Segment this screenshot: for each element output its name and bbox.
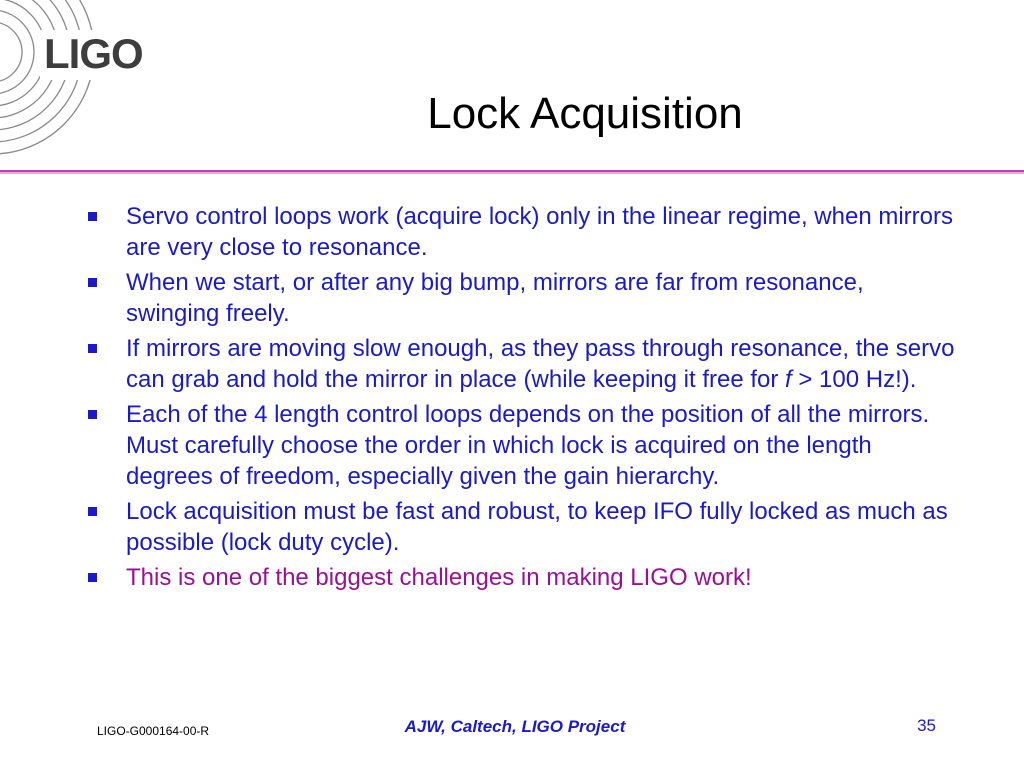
- bullet-text: Lock acquisition must be fast and robust, to keep IFO fully locked as much as possible (lock duty cycle).: [126, 498, 948, 556]
- title-divider: [0, 170, 1024, 174]
- bullet-item-highlight: [88, 562, 958, 593]
- bullet-text: Servo control loops work (acquire lock) only in the linear regime, when mirrors are very close to resonance.: [126, 203, 953, 261]
- bullet-text: When we start, or after any big bump, mirrors are far from resonance, swinging freely.: [126, 269, 864, 327]
- footer-page-number: 35: [917, 716, 936, 735]
- square-bullet-icon: [88, 344, 97, 353]
- frequency-symbol: f: [785, 366, 792, 393]
- bullet-item: [88, 333, 958, 395]
- bullet-text-part: > 100 Hz!).: [791, 366, 917, 393]
- slide-title: Lock Acquisition: [427, 89, 743, 138]
- square-bullet-icon: [88, 212, 97, 221]
- bullet-item: [88, 267, 958, 329]
- square-bullet-icon: [88, 278, 97, 287]
- bullet-item: [88, 399, 958, 492]
- bullet-list: [88, 201, 958, 597]
- bullet-item: [88, 496, 958, 558]
- bullet-text: This is one of the biggest challenges in making LIGO work!: [126, 564, 752, 591]
- footer-document-id: LIGO-G000164-00-R: [97, 724, 210, 738]
- bullet-text: Each of the 4 length control loops depends on the position of all the mirrors. Must carefully choose the order in which lock is acquired on the length degrees of freedom, especially given the gain hierarchy.: [126, 401, 930, 490]
- footer-credit: AJW, Caltech, LIGO Project: [404, 717, 626, 736]
- bullet-text-part: If mirrors are moving slow enough, as they pass through resonance, the servo can grab and hold the mirror in place (while keeping it free for: [126, 335, 955, 393]
- ligo-logo-arcs-icon: [0, 0, 180, 170]
- square-bullet-icon: [88, 573, 97, 582]
- bullet-item: [88, 201, 958, 263]
- ligo-logo-text: LIGO: [44, 30, 143, 77]
- square-bullet-icon: [88, 507, 97, 516]
- square-bullet-icon: [88, 410, 97, 419]
